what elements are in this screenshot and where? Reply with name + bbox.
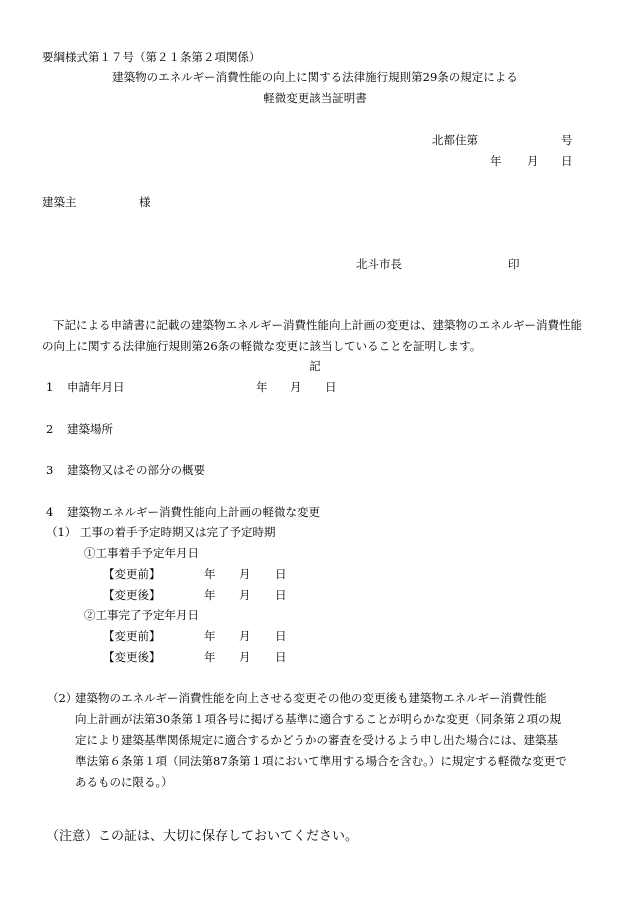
sub1-label: 工事の着手予定時期又は完了予定時期 xyxy=(80,525,276,539)
item1-label: 申請年月日 xyxy=(67,380,125,394)
addressee-honorific: 様 xyxy=(139,195,151,209)
item1-number: 1 xyxy=(46,380,54,394)
finish-before-year: 年 xyxy=(204,629,216,643)
finish-date-heading: ②工事完了予定年月日 xyxy=(84,608,199,622)
start-after-month: 月 xyxy=(239,588,251,602)
item2-label: 建築場所 xyxy=(67,422,113,436)
issue-number-prefix: 北都住第 xyxy=(432,133,478,147)
sub2-number: （2） xyxy=(47,691,78,705)
ki-label: 記 xyxy=(309,359,321,373)
certification-text: 下記による申請書に記載の建築物エネルギー消費性能向上計画の変更は、建築物のエネルギー消費性能の向上に関する法律施行規則第26条の軽微な変更に該当していることを証明します。 xyxy=(42,318,582,353)
sub2-first-line xyxy=(47,688,567,709)
item4-number: 4 xyxy=(46,505,54,519)
start-date-heading: ①工事着手予定年月日 xyxy=(84,546,199,560)
finish-after-day: 日 xyxy=(275,650,287,664)
item1-year: 年 xyxy=(256,380,268,394)
finish-before-label: 【変更前】 xyxy=(103,629,161,643)
sub1-number: （1） xyxy=(46,525,77,539)
sub2-block xyxy=(47,688,567,793)
issue-number-suffix: 号 xyxy=(561,133,573,147)
item1-day: 日 xyxy=(325,380,337,394)
document-title-line1: 建築物のエネルギー消費性能の向上に関する法律施行規則第29条の規定による xyxy=(112,70,518,84)
finish-after-year: 年 xyxy=(204,650,216,664)
document-title-line2: 軽微変更該当証明書 xyxy=(263,91,367,105)
start-after-label: 【変更後】 xyxy=(103,588,161,602)
issuer-name: 北斗市長 xyxy=(356,257,402,271)
item2-number: 2 xyxy=(46,422,54,436)
footer-note: （注意）この証は、大切に保存しておいてください。 xyxy=(46,829,359,844)
finish-after-month: 月 xyxy=(239,650,251,664)
certification-paragraph xyxy=(42,315,590,357)
item1-month: 月 xyxy=(290,380,302,394)
start-before-year: 年 xyxy=(204,567,216,581)
start-before-day: 日 xyxy=(275,567,287,581)
item4-label: 建築物エネルギー消費性能向上計画の軽微な変更 xyxy=(67,505,320,519)
finish-before-day: 日 xyxy=(275,629,287,643)
start-before-label: 【変更前】 xyxy=(103,567,161,581)
item3-label: 建築物又はその部分の概要 xyxy=(67,463,205,477)
addressee-label: 建築主 xyxy=(42,195,77,209)
finish-before-month: 月 xyxy=(239,629,251,643)
start-after-day: 日 xyxy=(275,588,287,602)
form-number: 要綱様式第１７号（第２１条第２項関係） xyxy=(42,50,261,64)
start-before-month: 月 xyxy=(239,567,251,581)
sub2-text-rest: 向上計画が法第30条第１項各号に掲げる基準に適合することが明らかな変更（同条第２項の規定により建築基準関係規定に適合するかどうかの審査を受けるよう申し出た場合には、建築基準法第６条第１項（同法第87条第１項において準用する場合を含む。）に規定する軽微な変更であるものに限る。） xyxy=(75,712,567,789)
item3-number: 3 xyxy=(46,463,54,477)
sub2-text-first: 建築物のエネルギー消費性能を向上させる変更その他の変更後も建築物エネルギー消費性能 xyxy=(75,691,547,705)
issue-date-year: 年 xyxy=(490,154,502,168)
issue-date-month: 月 xyxy=(527,154,539,168)
start-after-year: 年 xyxy=(204,588,216,602)
issuer-seal: 印 xyxy=(508,257,520,271)
finish-after-label: 【変更後】 xyxy=(103,650,161,664)
issue-date-day: 日 xyxy=(561,154,573,168)
